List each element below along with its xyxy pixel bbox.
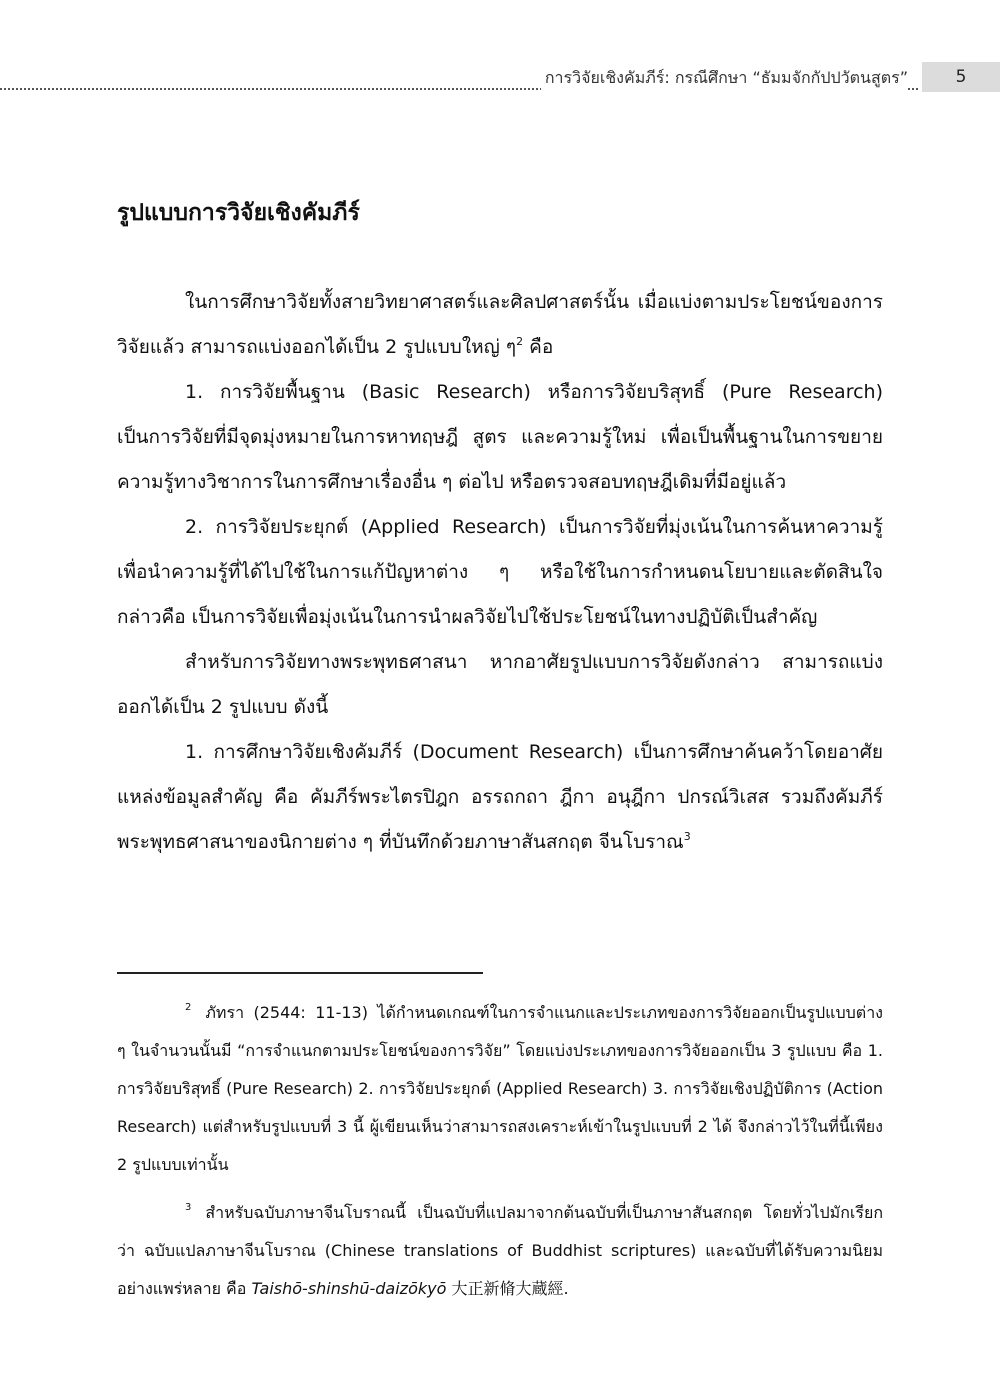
footnote-ref-3[interactable]: 3 [683, 830, 691, 843]
paragraph-1-end: คือ [523, 336, 554, 358]
footnote-2 [117, 994, 883, 1184]
footnotes [117, 994, 883, 1308]
paragraph-4: สำหรับการวิจัยทางพระพุทธศาสนา หากอาศัยรูปแบบการวิจัยดังกล่าว สามารถแบ่งออกได้เป็น 2 รูปแบบ ดังนี้ [117, 651, 883, 718]
body-text [117, 280, 883, 865]
footnote-3-tail: 大正新脩大蔵經. [446, 1279, 569, 1298]
footnote-2-mark: 2 [185, 1002, 192, 1013]
paragraph-5-text: 1. การศึกษาวิจัยเชิงคัมภีร์ (Document Research) เป็นการศึกษาค้นคว้าโดยอาศัยแหล่งข้อมูลสำคัญ คือ คัมภีร์พระไตรปิฎก อรรถกถา ฎีกา อนุฎีกา ปกรณ์วิเสส รวมถึงคัมภีร์พระพุทธศาสนาของนิกายต่าง ๆ ที่บันทึกด้วยภาษาสันสกฤต จีนโบราณ [117, 741, 883, 853]
footnote-3 [117, 1194, 883, 1308]
footnote-divider [117, 972, 483, 974]
paragraph-1-text: ในการศึกษาวิจัยทั้งสายวิทยาศาสตร์และศิลปศาสตร์นั้น เมื่อแบ่งตามประโยชน์ของการวิจัยแล้ว สามารถแบ่งออกได้เป็น 2 รูปแบบใหญ่ ๆ [117, 291, 883, 358]
paragraph-5 [117, 730, 883, 865]
section-heading: รูปแบบการวิจัยเชิงคัมภีร์ [117, 200, 360, 226]
footnote-ref-2[interactable]: 2 [516, 335, 524, 348]
footnote-3-mark: 3 [185, 1202, 192, 1213]
page-number: 5 [922, 62, 1000, 92]
running-title: การวิจัยเชิงคัมภีร์: กรณีศึกษา “ธัมมจักกัปปวัตนสูตร” [541, 66, 908, 91]
footnote-3-text: สำหรับฉบับภาษาจีนโบราณนี้ เป็นฉบับที่แปลมาจากต้นฉบับที่เป็นภาษาสันสกฤต โดยทั่วไปมักเรียกว่า ฉบับแปลภาษาจีนโบราณ (Chinese translations of Buddhist scriptures) และฉบับที่ได้รับความนิยมอย่างแพร่หลาย คือ [117, 1203, 883, 1298]
footnote-3-italic-title: Taishō-shinshū-daizōkyō [251, 1279, 447, 1298]
footnote-2-text: ภัทรา (2544: 11-13) ได้กำหนดเกณฑ์ในการจำแนกและประเภทของการวิจัยออกเป็นรูปแบบต่าง ๆ ในจำนวนนั้นมี “การจำแนกตามประโยชน์ของการวิจัย” โดยแบ่งประเภทของการวิจัยออกเป็น 3 รูปแบบ คือ 1. การวิจัยบริสุทธิ์ (Pure Research) 2. การวิจัยประยุกต์ (Applied Research) 3. การวิจัยเชิงปฏิบัติการ (Action Research) แต่สำหรับรูปแบบที่ 3 นี้ ผู้เขียนเห็นว่าสามารถสงเคราะห์เข้าในรูปแบบที่ 2 ได้ จึงกล่าวไว้ในที่นี้เพียง 2 รูปแบบเท่านั้น [117, 1003, 883, 1174]
paragraph-3: 2. การวิจัยประยุกต์ (Applied Research) เป็นการวิจัยที่มุ่งเน้นในการค้นหาความรู้ เพื่อนำความรู้ที่ได้ไปใช้ในการแก้ปัญหาต่าง ๆ หรือใช้ในการกำหนดนโยบายและตัดสินใจ กล่าวคือ เป็นการวิจัยเพื่อมุ่งเน้นในการนำผลวิจัยไปใช้ประโยชน์ในทางปฏิบัติเป็นสำคัญ [117, 516, 883, 628]
paragraph-2: 1. การวิจัยพื้นฐาน (Basic Research) หรือการวิจัยบริสุทธิ์ (Pure Research) เป็นการวิจัยที่มีจุดมุ่งหมายในการหาทฤษฎี สูตร และความรู้ใหม่ เพื่อเป็นพื้นฐานในการขยายความรู้ทางวิชาการในการศึกษาเรื่องอื่น ๆ ต่อไป หรือตรวจสอบทฤษฎีเดิมที่มีอยู่แล้ว [117, 381, 883, 493]
paragraph-1 [117, 280, 883, 370]
running-header [0, 62, 1000, 94]
